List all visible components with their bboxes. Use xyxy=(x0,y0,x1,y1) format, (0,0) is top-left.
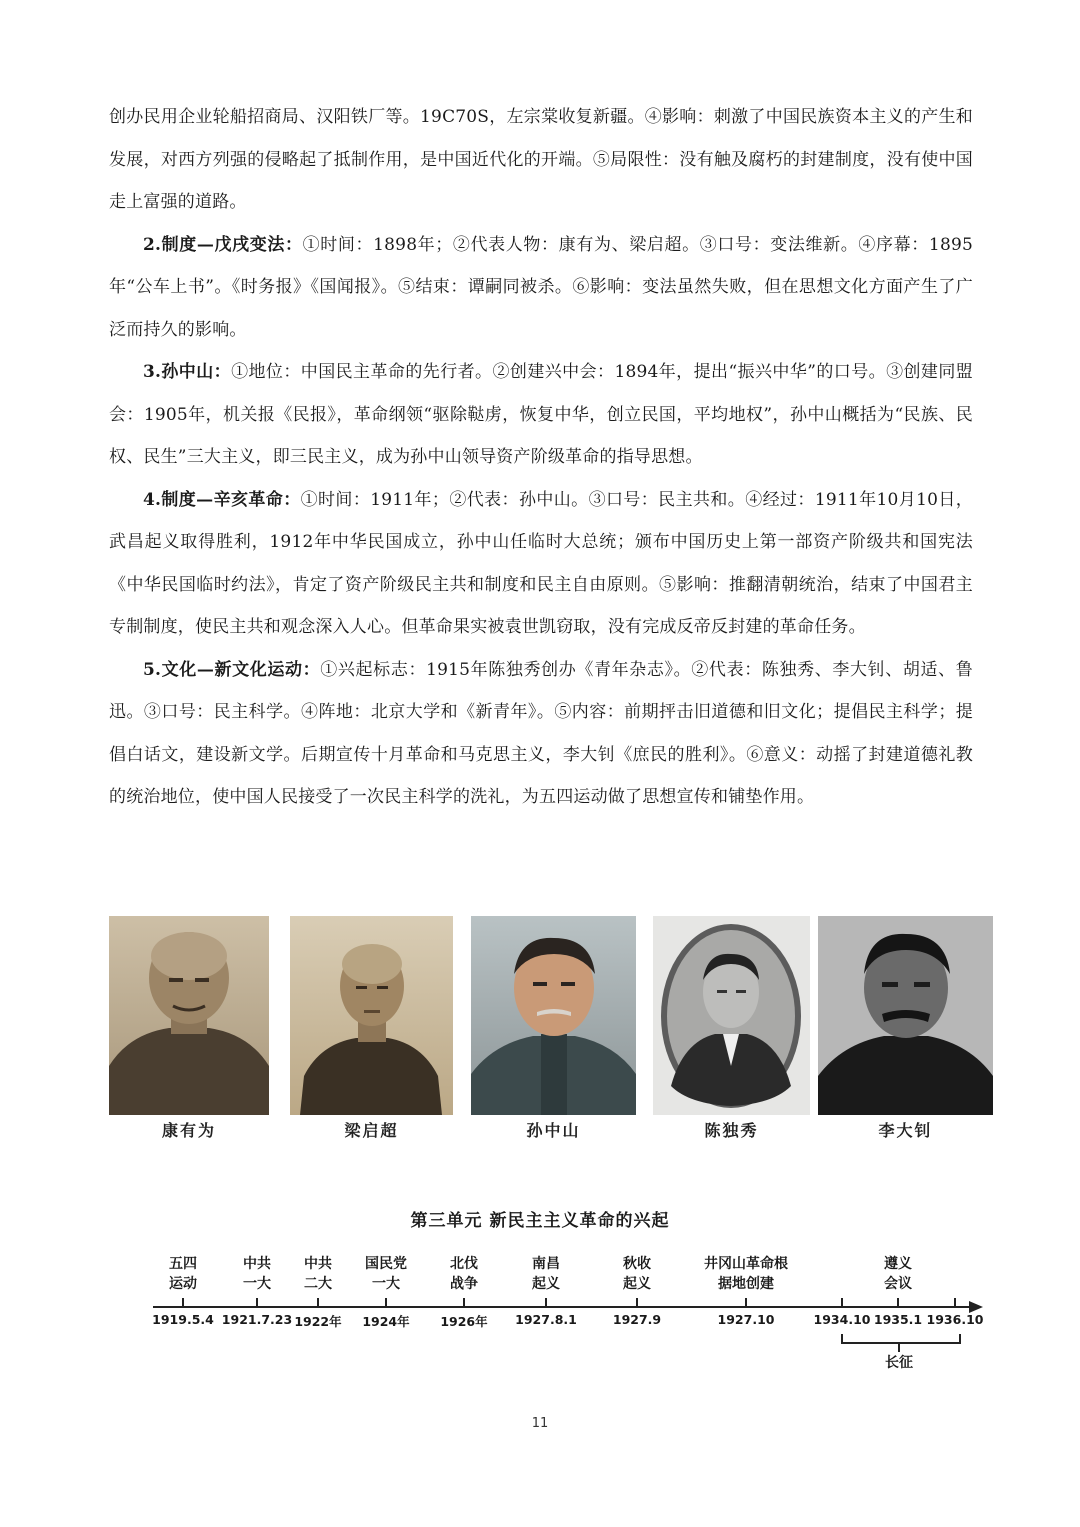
paragraph-heading: 5.文化—新文化运动： xyxy=(143,659,321,680)
long-march-label: 长征 xyxy=(885,1355,913,1371)
portrait-caption: 康有为 xyxy=(161,1121,216,1140)
timeline-tick xyxy=(182,1298,184,1307)
timeline-event-date: 1927.9 xyxy=(612,1312,662,1327)
unit-title: 第三单元 新民主主义革命的兴起 xyxy=(410,1211,670,1231)
long-march-stem xyxy=(898,1344,900,1352)
portrait-photo xyxy=(290,916,453,1115)
paragraph-2 xyxy=(109,224,973,352)
timeline-event-date: 1921.7.23 xyxy=(221,1312,293,1327)
page-number: 11 xyxy=(531,1416,549,1431)
timeline-event-label: 国民党 一大 xyxy=(365,1256,407,1292)
long-march-bracket xyxy=(841,1334,961,1344)
timeline-event-label: 井冈山革命根 据地创建 xyxy=(704,1256,788,1292)
paragraph-text: ①时间：1898年；②代表人物：康有为、梁启超。③口号：变法维新。④序幕：1895年“公车上书”。《时务报》《国闻报》。⑤结束：谭嗣同被杀。⑥影响：变法虽然失败，但在思想文化方面产生了广泛而持久的影响。 xyxy=(109,234,973,340)
timeline-tick xyxy=(256,1298,258,1307)
portrait-caption: 孙中山 xyxy=(526,1121,581,1140)
portrait-gallery xyxy=(109,916,993,1146)
timeline-event-date: 1922年 xyxy=(294,1314,342,1329)
timeline-event-date: 1926年 xyxy=(440,1314,488,1329)
portrait-photo xyxy=(818,916,993,1115)
timeline-tick xyxy=(385,1298,387,1307)
timeline-tick xyxy=(636,1298,638,1307)
paragraph-4 xyxy=(109,479,973,649)
timeline-event-date: 1919.5.4 xyxy=(152,1312,214,1327)
timeline-tick xyxy=(841,1298,843,1307)
paragraph-heading: 2.制度—戊戌变法： xyxy=(143,234,303,255)
paragraph-text: 创办民用企业轮船招商局、汉阳铁厂等。19C70S，左宗棠收复新疆。④影响：刺激了中国民族资本主义的产生和发展，对西方列强的侵略起了抵制作用，是中国近代化的开端。⑤局限性：没有触及腐朽的封建制度，没有使中国走上富强的道路。 xyxy=(109,107,973,212)
portrait-photo xyxy=(471,916,636,1115)
paragraph-heading: 3.孙中山： xyxy=(143,362,232,382)
paragraph-heading: 4.制度—辛亥革命： xyxy=(143,489,301,510)
timeline-tick xyxy=(954,1298,956,1307)
portrait-caption: 李大钊 xyxy=(878,1121,933,1140)
paragraph-1 xyxy=(109,96,973,224)
timeline-tick xyxy=(745,1298,747,1307)
timeline-event-date: 1934.10 xyxy=(813,1312,871,1327)
timeline xyxy=(0,1248,1080,1378)
timeline-event-label: 北伐 战争 xyxy=(450,1256,478,1292)
paragraph-text: ①兴起标志：1915年陈独秀创办《青年杂志》。②代表：陈独秀、李大钊、胡适、鲁迅。③口号：民主科学。④阵地：北京大学和《新青年》。⑤内容：前期抨击旧道德和旧文化；提倡民主科学；提倡白话文，建设新文学。后期宣传十月革命和马克思主义，李大钊《庶民的胜利》。⑥意义：动摇了封建道德礼教的统治地位，使中国人民接受了一次民主科学的洗礼，为五四运动做了思想宣传和铺垫作用。 xyxy=(109,659,973,807)
paragraph-text: ①时间：1911年；②代表：孙中山。③口号：民主共和。④经过：1911年10月10日，武昌起义取得胜利，1912年中华民国成立，孙中山任临时大总统；颁布中国历史上第一部资产阶级共和国宪法《中华民国临时约法》，肯定了资产阶级民主共和制度和民主自由原则。⑤影响：推翻清朝统治，结束了中国君主专制制度，使民主共和观念深入人心。但革命果实被袁世凯窃取，没有完成反帝反封建的革命任务。 xyxy=(109,489,974,637)
timeline-tick xyxy=(545,1298,547,1307)
timeline-event-date: 1927.10 xyxy=(717,1312,775,1327)
portrait-photo xyxy=(109,916,269,1115)
portrait-photo xyxy=(653,916,810,1115)
timeline-event-label: 秋收 起义 xyxy=(623,1256,651,1292)
portrait-caption: 梁启超 xyxy=(344,1121,399,1140)
timeline-event-date: 1924年 xyxy=(362,1314,410,1329)
timeline-tick xyxy=(897,1298,899,1307)
body-text xyxy=(109,96,973,819)
portrait-caption: 陈独秀 xyxy=(704,1121,759,1140)
timeline-event-date: 1936.10 xyxy=(926,1312,984,1327)
timeline-event-date: 1935.1 xyxy=(873,1312,923,1327)
timeline-event-label: 遵义 会议 xyxy=(884,1256,912,1292)
paragraph-3 xyxy=(109,351,973,479)
timeline-tick xyxy=(463,1298,465,1307)
timeline-axis xyxy=(153,1306,973,1308)
timeline-event-label: 中共 一大 xyxy=(243,1256,271,1292)
timeline-event-label: 中共 二大 xyxy=(304,1256,332,1292)
timeline-event-label: 五四 运动 xyxy=(169,1256,197,1292)
timeline-tick xyxy=(317,1298,319,1307)
paragraph-5 xyxy=(109,649,973,819)
timeline-event-label: 南昌 起义 xyxy=(532,1256,560,1292)
timeline-event-date: 1927.8.1 xyxy=(515,1312,577,1327)
paragraph-text: ①地位：中国民主革命的先行者。②创建兴中会：1894年，提出“振兴中华”的口号。③创建同盟会：1905年，机关报《民报》，革命纲领“驱除鞑虏，恢复中华，创立民国，平均地权”，孙中山概括为“民族、民权、民生”三大主义，即三民主义，成为孙中山领导资产阶级革命的指导思想。 xyxy=(109,362,973,467)
